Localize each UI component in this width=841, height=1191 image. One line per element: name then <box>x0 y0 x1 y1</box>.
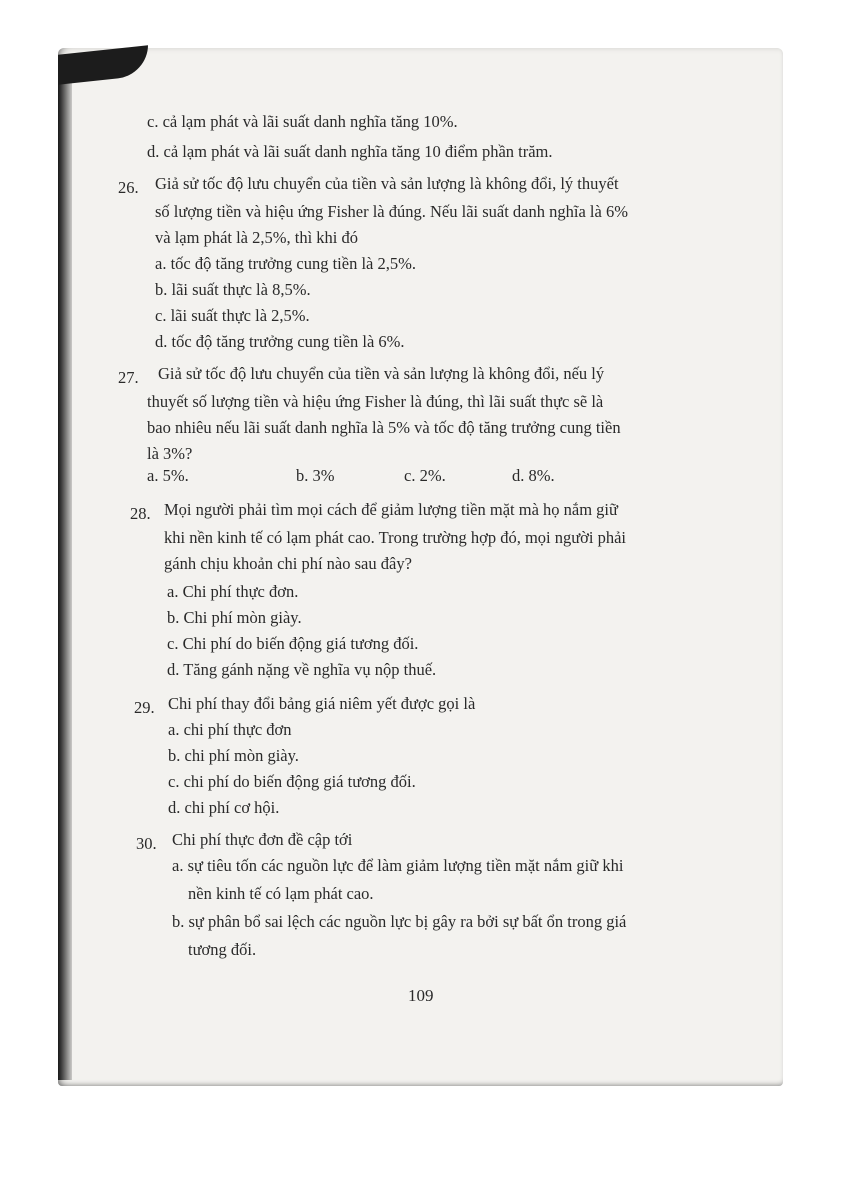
question-29-option-d: d. chi phí cơ hội. <box>168 798 280 817</box>
question-30-option-a: a. sự tiêu tốn các nguồn lực để làm giảm lượng tiền mặt nắm giữ khi <box>172 856 624 875</box>
question-28-stem-line: khi nền kinh tế có lạm phát cao. Trong trường hợp đó, mọi người phải <box>164 528 627 547</box>
question-26-option-d: d. tốc độ tăng trưởng cung tiền là 6%. <box>155 332 405 351</box>
question-26-option-a: a. tốc độ tăng trưởng cung tiền là 2,5%. <box>155 254 416 273</box>
question-30-option-a-continued: nền kinh tế có lạm phát cao. <box>188 884 374 903</box>
question-27-option-d: d. 8%. <box>512 466 555 485</box>
question-29-stem-line: Chi phí thay đổi bảng giá niêm yết được gọi là <box>168 694 476 713</box>
question-27-stem-line: là 3%? <box>147 444 193 463</box>
binding-shadow <box>58 60 72 1080</box>
question-26-option-c: c. lãi suất thực là 2,5%. <box>155 306 310 325</box>
question-28-option-c: c. Chi phí do biến động giá tương đối. <box>167 634 419 653</box>
question-28-option-b: b. Chi phí mòn giày. <box>167 608 302 627</box>
question-30-stem-line: Chi phí thực đơn đề cập tới <box>172 830 353 849</box>
question-27-option-c: c. 2%. <box>404 466 446 485</box>
question-29-option-a: a. chi phí thực đơn <box>168 720 292 739</box>
question-28-stem-line: Mọi người phải tìm mọi cách để giảm lượng tiền mặt mà họ nắm giữ <box>164 500 618 519</box>
carryover-option-d: d. cả lạm phát và lãi suất danh nghĩa tăng 10 điểm phần trăm. <box>147 142 553 161</box>
question-28-option-d: d. Tăng gánh nặng về nghĩa vụ nộp thuế. <box>167 660 437 679</box>
question-30-number: 30. <box>136 834 157 853</box>
question-29-option-b: b. chi phí mòn giày. <box>168 746 299 765</box>
question-27-option-a: a. 5%. <box>147 466 189 485</box>
question-27-number: 27. <box>118 368 139 387</box>
question-29-number: 29. <box>134 698 155 717</box>
question-27-stem-line: bao nhiêu nếu lãi suất danh nghĩa là 5% và tốc độ tăng trưởng cung tiền <box>147 418 621 437</box>
page-number: 109 <box>408 986 434 1005</box>
question-28-option-a: a. Chi phí thực đơn. <box>167 582 299 601</box>
question-30-option-b-continued: tương đối. <box>188 940 257 959</box>
question-27-stem-line: thuyết số lượng tiền và hiệu ứng Fisher là đúng, thì lãi suất thực sẽ là <box>147 392 604 411</box>
question-28-stem-line: gánh chịu khoản chi phí nào sau đây? <box>164 554 412 573</box>
question-26-option-b: b. lãi suất thực là 8,5%. <box>155 280 311 299</box>
question-26-stem-line: và lạm phát là 2,5%, thì khi đó <box>155 228 359 247</box>
question-29-option-c: c. chi phí do biến động giá tương đối. <box>168 772 416 791</box>
question-30-option-b: b. sự phân bổ sai lệch các nguồn lực bị gây ra bởi sự bất ổn trong giá <box>172 912 627 931</box>
question-26-stem-line: Giả sử tốc độ lưu chuyển của tiền và sản lượng là không đổi, lý thuyết <box>155 174 619 193</box>
question-26-number: 26. <box>118 178 139 197</box>
question-27-stem-line: Giả sử tốc độ lưu chuyển của tiền và sản lượng là không đổi, nếu lý <box>158 364 605 383</box>
question-28-number: 28. <box>130 504 151 523</box>
carryover-option-c: c. cả lạm phát và lãi suất danh nghĩa tăng 10%. <box>147 112 458 131</box>
question-27-option-b: b. 3% <box>296 466 335 485</box>
question-26-stem-line: số lượng tiền và hiệu ứng Fisher là đúng. Nếu lãi suất danh nghĩa là 6% <box>155 202 628 221</box>
